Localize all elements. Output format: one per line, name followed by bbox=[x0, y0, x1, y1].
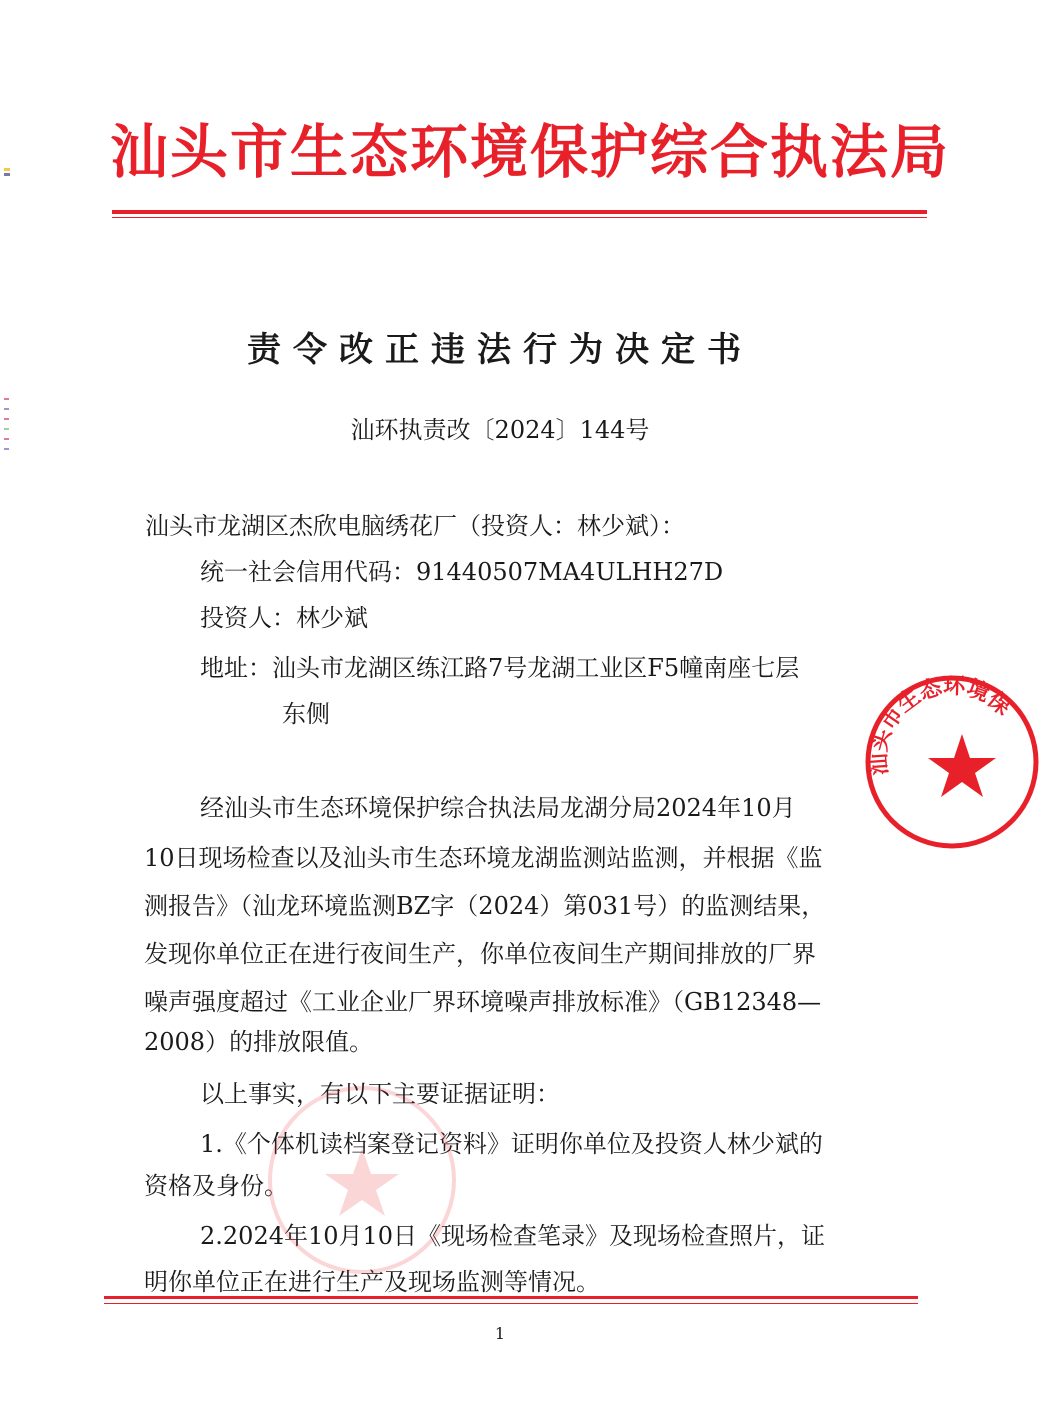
paragraph-line: 测报告》（汕龙环境监测BZ字（2024）第031号）的监测结果， bbox=[144, 892, 826, 920]
address-line-2: 东侧 bbox=[282, 700, 330, 728]
agency-header: 汕头市生态环境保护综合执法局 bbox=[110, 118, 951, 186]
evidence-item-2: 2.2024年10月10日《现场检查笔录》及现场检查照片，证 bbox=[200, 1222, 826, 1250]
evidence-item-1: 1.《个体机读档案登记资料》证明你单位及投资人林少斌的 bbox=[200, 1130, 823, 1158]
evidence-item-1-cont: 资格及身份。 bbox=[144, 1172, 288, 1200]
document-number: 汕环执责改〔2024〕144号 bbox=[350, 416, 650, 444]
paragraph-line: 10日现场检查以及汕头市生态环境龙湖监测站监测，并根据《监 bbox=[144, 844, 823, 872]
credit-code-line: 统一社会信用代码：91440507MA4ULHH27D bbox=[200, 558, 724, 586]
header-red-rule-thin bbox=[112, 217, 927, 218]
paragraph-line: 2008）的排放限值。 bbox=[144, 1028, 374, 1056]
paragraph-line: 噪声强度超过《工业企业厂界环境噪声排放标准》（GB12348— bbox=[144, 988, 822, 1016]
paragraph-line: 发现你单位正在进行夜间生产，你单位夜间生产期间排放的厂界 bbox=[144, 940, 816, 968]
address-line-1: 地址：汕头市龙湖区练江路7号龙湖工业区F5幢南座七层 bbox=[200, 654, 800, 682]
svg-text:汕头市生态环境保: 汕头市生态环境保 bbox=[866, 674, 1016, 777]
footer-red-rule bbox=[104, 1296, 918, 1299]
faint-seal-icon bbox=[262, 1080, 462, 1280]
official-seal-icon bbox=[862, 672, 1042, 852]
header-red-rule bbox=[112, 210, 927, 214]
evidence-item-2-cont: 明你单位正在进行生产及现场监测等情况。 bbox=[144, 1268, 600, 1296]
evidence-intro: 以上事实，有以下主要证据证明： bbox=[200, 1080, 560, 1108]
page-number: 1 bbox=[494, 1324, 506, 1343]
recipient-salutation: 汕头市龙湖区杰欣电脑绣花厂（投资人：林少斌）： bbox=[145, 512, 685, 540]
document-title: 责令改正违法行为决定书 bbox=[247, 330, 753, 370]
investor-line: 投资人：林少斌 bbox=[200, 604, 368, 632]
paragraph-line: 经汕头市生态环境保护综合执法局龙湖分局2024年10月 bbox=[200, 794, 796, 822]
footer-red-rule-thin bbox=[104, 1303, 918, 1304]
